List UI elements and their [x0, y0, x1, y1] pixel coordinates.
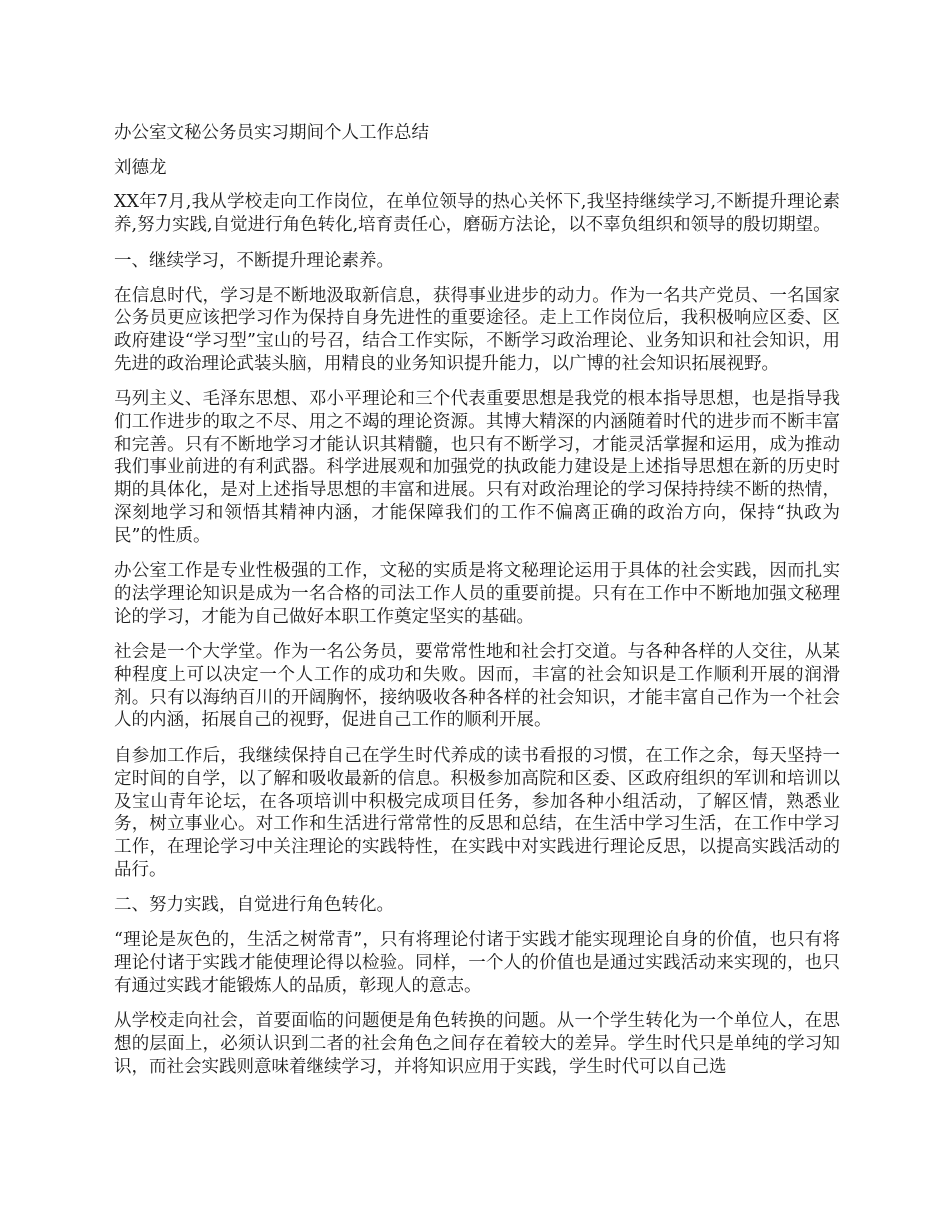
- paragraph-role-change: 从学校走向社会，首要面临的问题便是角色转换的问题。从一个学生转化为一个单位人，在思想的层面上，必须认识到二者的社会角色之间存在着较大的差异。学生时代只是单纯的学习知识，而社会实践则意味着继续学习，并将知识应用于实践，学生时代可以自己选: [114, 1011, 840, 1077]
- section-heading-1: 一、继续学习，不断提升理论素养。: [114, 250, 394, 271]
- paragraph-theory: 马列主义、毛泽东思想、邓小平理论和三个代表重要思想是我党的根本指导思想，也是指导我们工作进步的取之不尽、用之不竭的理论资源。其博大精深的内涵随着时代的进步而不断丰富和完善。只有不断地学习才能认识其精髓，也只有不断学习，才能灵活掌握和运用，成为推动我们事业前进的有利武器。科学进展观和加强党的执政能力建设是上述指导思想在新的历史时期的具体化，是对上述指导思想的丰富和进展。只有对政治理论的学习保持持续不断的热情，深刻地学习和领悟其精神内涵，才能保障我们的工作不偏离正确的政治方向，保持“执政为民”的性质。: [114, 389, 840, 546]
- document-author: 刘德龙: [114, 157, 167, 178]
- section-heading-2: 二、努力实践，自觉进行角色转化。: [114, 895, 394, 916]
- paragraph-self-study: 自参加工作后，我继续保持自己在学生时代养成的读书看报的习惯，在工作之余，每天坚持一定时间的自学，以了解和吸收最新的信息。积极参加高院和区委、区政府组织的军训和培训以及宝山青年论坛，在各项培训中积极完成项目任务，参加各种小组活动，了解区情，熟悉业务，树立事业心。对工作和生活进行常常性的反思和总结，在生活中学习生活，在工作中学习工作，在理论学习中关注理论的实践特性，在实践中对实践进行理论反思，以提高实践活动的品行。: [114, 746, 840, 880]
- document-title: 办公室文秘公务员实习期间个人工作总结: [114, 123, 429, 143]
- document-page: [114, 122, 840, 1091]
- paragraph-society: 社会是一个大学堂。作为一名公务员，要常常性地和社会打交道。与各种各样的人交往，从某种程度上可以决定一个人工作的成功和失败。因而，丰富的社会知识是工作顺利开展的润滑剂。只有以海纳百川的开阔胸怀，接纳吸收各种各样的社会知识，才能丰富自己作为一个社会人的内涵，拓展自己的视野，促进自己工作的顺利开展。: [114, 642, 840, 731]
- paragraph-office-work: 办公室工作是专业性极强的工作，文秘的实质是将文秘理论运用于具体的社会实践，因而扎实的法学理论知识是成为一名合格的司法工作人员的重要前提。只有在工作中不断地加强文秘理论的学习，才能为自己做好本职工作奠定坚实的基础。: [114, 561, 840, 627]
- paragraph-theory-practice: “理论是灰色的，生活之树常青”，只有将理论付诸于实践才能实现理论自身的价值，也只有将理论付诸于实践才能使理论得以检验。同样，一个人的价值也是通过实践活动来实现的，也只有通过实践才能锻炼人的品质，彰现人的意志。: [114, 930, 840, 996]
- paragraph-intro: XX年7月,我从学校走向工作岗位，在单位领导的热心关怀下,我坚持继续学习,不断提升理论素养,努力实践,自觉进行角色转化,培育责任心，磨砺方法论，以不辜负组织和领导的殷切期望。: [114, 192, 840, 236]
- paragraph-learning-info-age: 在信息时代，学习是不断地汲取新信息，获得事业进步的动力。作为一名共产党员、一名国家公务员更应该把学习作为保持自身先进性的重要途径。走上工作岗位后，我积极响应区委、区政府建设“学习型”宝山的号召，结合工作实际，不断学习政治理论、业务知识和社会知识，用先进的政治理论武装头脑，用精良的业务知识提升能力，以广博的社会知识拓展视野。: [114, 285, 840, 374]
